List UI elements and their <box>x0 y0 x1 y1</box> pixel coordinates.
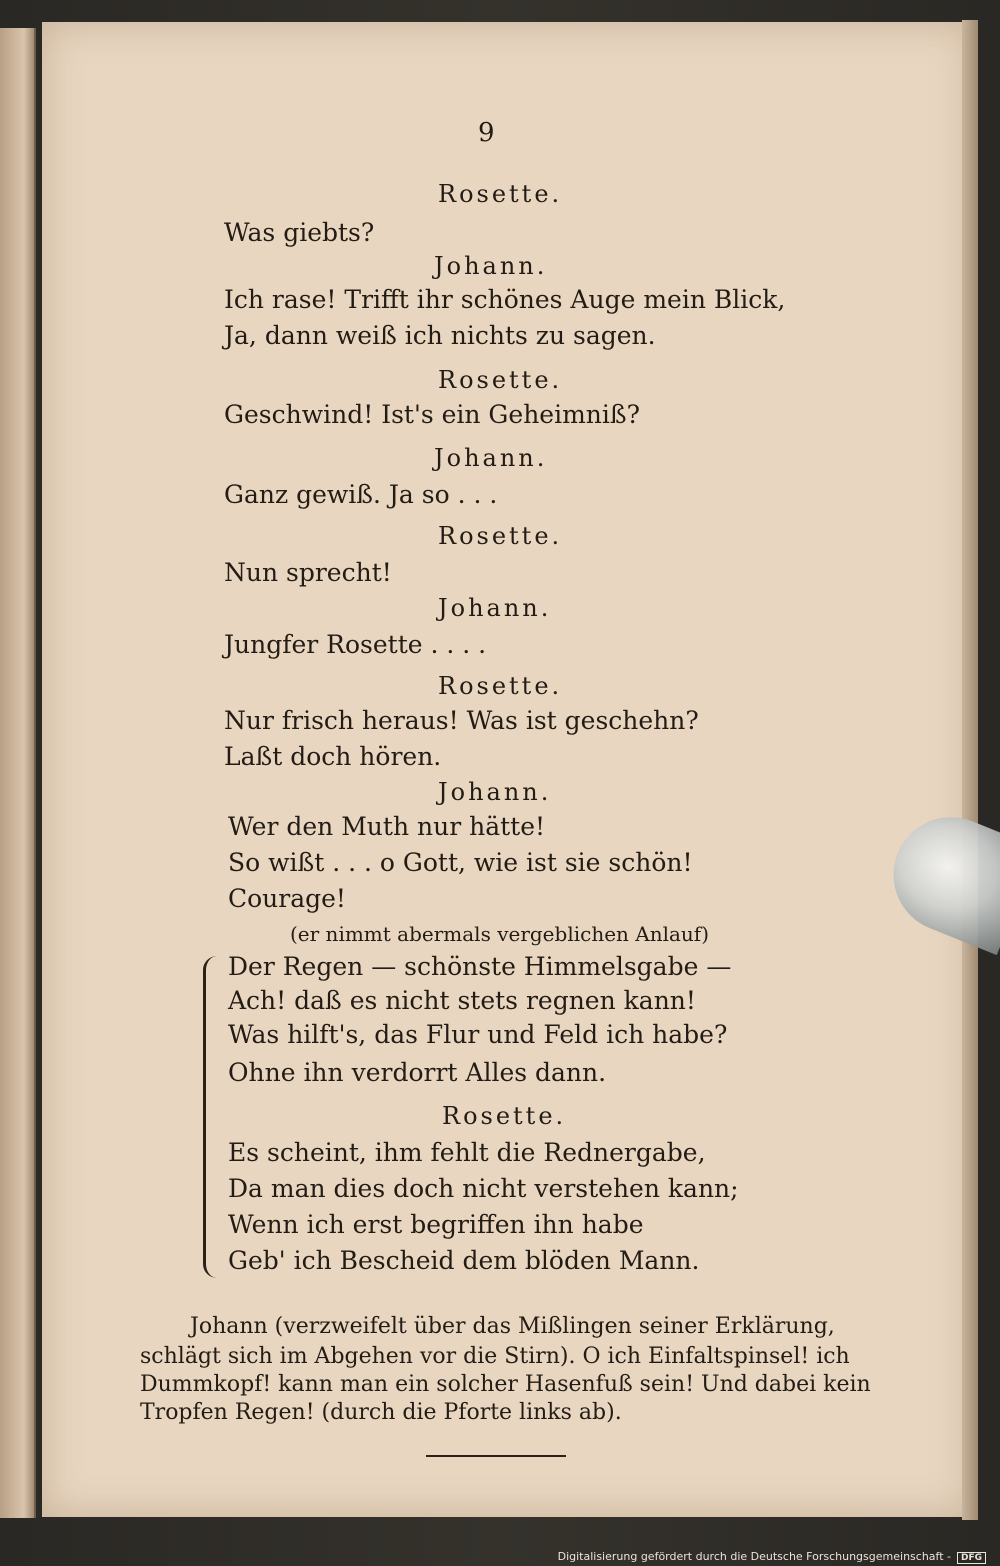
section-divider <box>426 1455 566 1457</box>
closing-direction-line: Johann (verzweifelt über das Mißlingen seiner Erklärung, <box>190 1314 835 1339</box>
previous-page-edge <box>0 28 36 1518</box>
verse-line: Ach! daß es nicht stets regnen kann! <box>228 986 696 1015</box>
dialogue-line: Jungfer Rosette . . . . <box>224 630 487 659</box>
speaker-name: Johann. <box>438 778 552 806</box>
verse-line: Was hilft's, das Flur und Feld ich habe? <box>228 1020 728 1049</box>
book-page <box>42 22 972 1517</box>
digitization-credit <box>558 1550 986 1564</box>
credit-text: Digitalisierung gefördert durch die Deutsche Forschungsgemeinschaft - <box>557 1550 951 1563</box>
dfg-logo: DFG <box>957 1552 986 1564</box>
verse-brace <box>203 956 226 1278</box>
verse-line: Es scheint, ihm fehlt die Rednergabe, <box>228 1138 706 1167</box>
dialogue-line: Was giebts? <box>224 218 375 247</box>
dialogue-line: So wißt . . . o Gott, wie ist sie schön! <box>228 848 693 877</box>
closing-direction-line: schlägt sich im Abgehen vor die Stirn). O ich Einfaltspinsel! ich <box>140 1344 850 1369</box>
speaker-name: Rosette. <box>438 522 563 550</box>
closing-direction-line: Dummkopf! kann man ein solcher Hasenfuß sein! Und dabei kein <box>140 1372 871 1397</box>
speaker-name: Johann. <box>438 594 552 622</box>
speaker-name: Rosette. <box>438 672 563 700</box>
speaker-name: Rosette. <box>442 1102 567 1130</box>
verse-line: Der Regen — schönste Himmelsgabe — <box>228 952 732 981</box>
page-number: 9 <box>478 118 495 148</box>
dialogue-line: Courage! <box>228 884 346 913</box>
speaker-name: Johann. <box>434 444 548 472</box>
dialogue-line: Laßt doch hören. <box>224 742 442 771</box>
dialogue-line: Wer den Muth nur hätte! <box>228 812 546 841</box>
page-stack-edge <box>962 20 978 1520</box>
stage-direction: (er nimmt abermals vergeblichen Anlauf) <box>290 922 710 946</box>
dialogue-line: Ja, dann weiß ich nichts zu sagen. <box>224 321 656 350</box>
verse-line: Wenn ich erst begriffen ihn habe <box>228 1210 644 1239</box>
verse-line: Ohne ihn verdorrt Alles dann. <box>228 1058 607 1087</box>
speaker-name: Rosette. <box>438 366 563 394</box>
verse-line: Geb' ich Bescheid dem blöden Mann. <box>228 1246 700 1275</box>
speaker-name: Rosette. <box>438 180 563 208</box>
dialogue-line: Ganz gewiß. Ja so . . . <box>224 480 498 509</box>
dialogue-line: Nur frisch heraus! Was ist geschehn? <box>224 706 699 735</box>
dialogue-line: Nun sprecht! <box>224 558 392 587</box>
dialogue-line: Ich rase! Trifft ihr schönes Auge mein Blick, <box>224 285 786 314</box>
verse-line: Da man dies doch nicht verstehen kann; <box>228 1174 739 1203</box>
speaker-name: Johann. <box>434 252 548 280</box>
closing-direction-line: Tropfen Regen! (durch die Pforte links ab). <box>140 1400 622 1425</box>
dialogue-line: Geschwind! Ist's ein Geheimniß? <box>224 400 640 429</box>
